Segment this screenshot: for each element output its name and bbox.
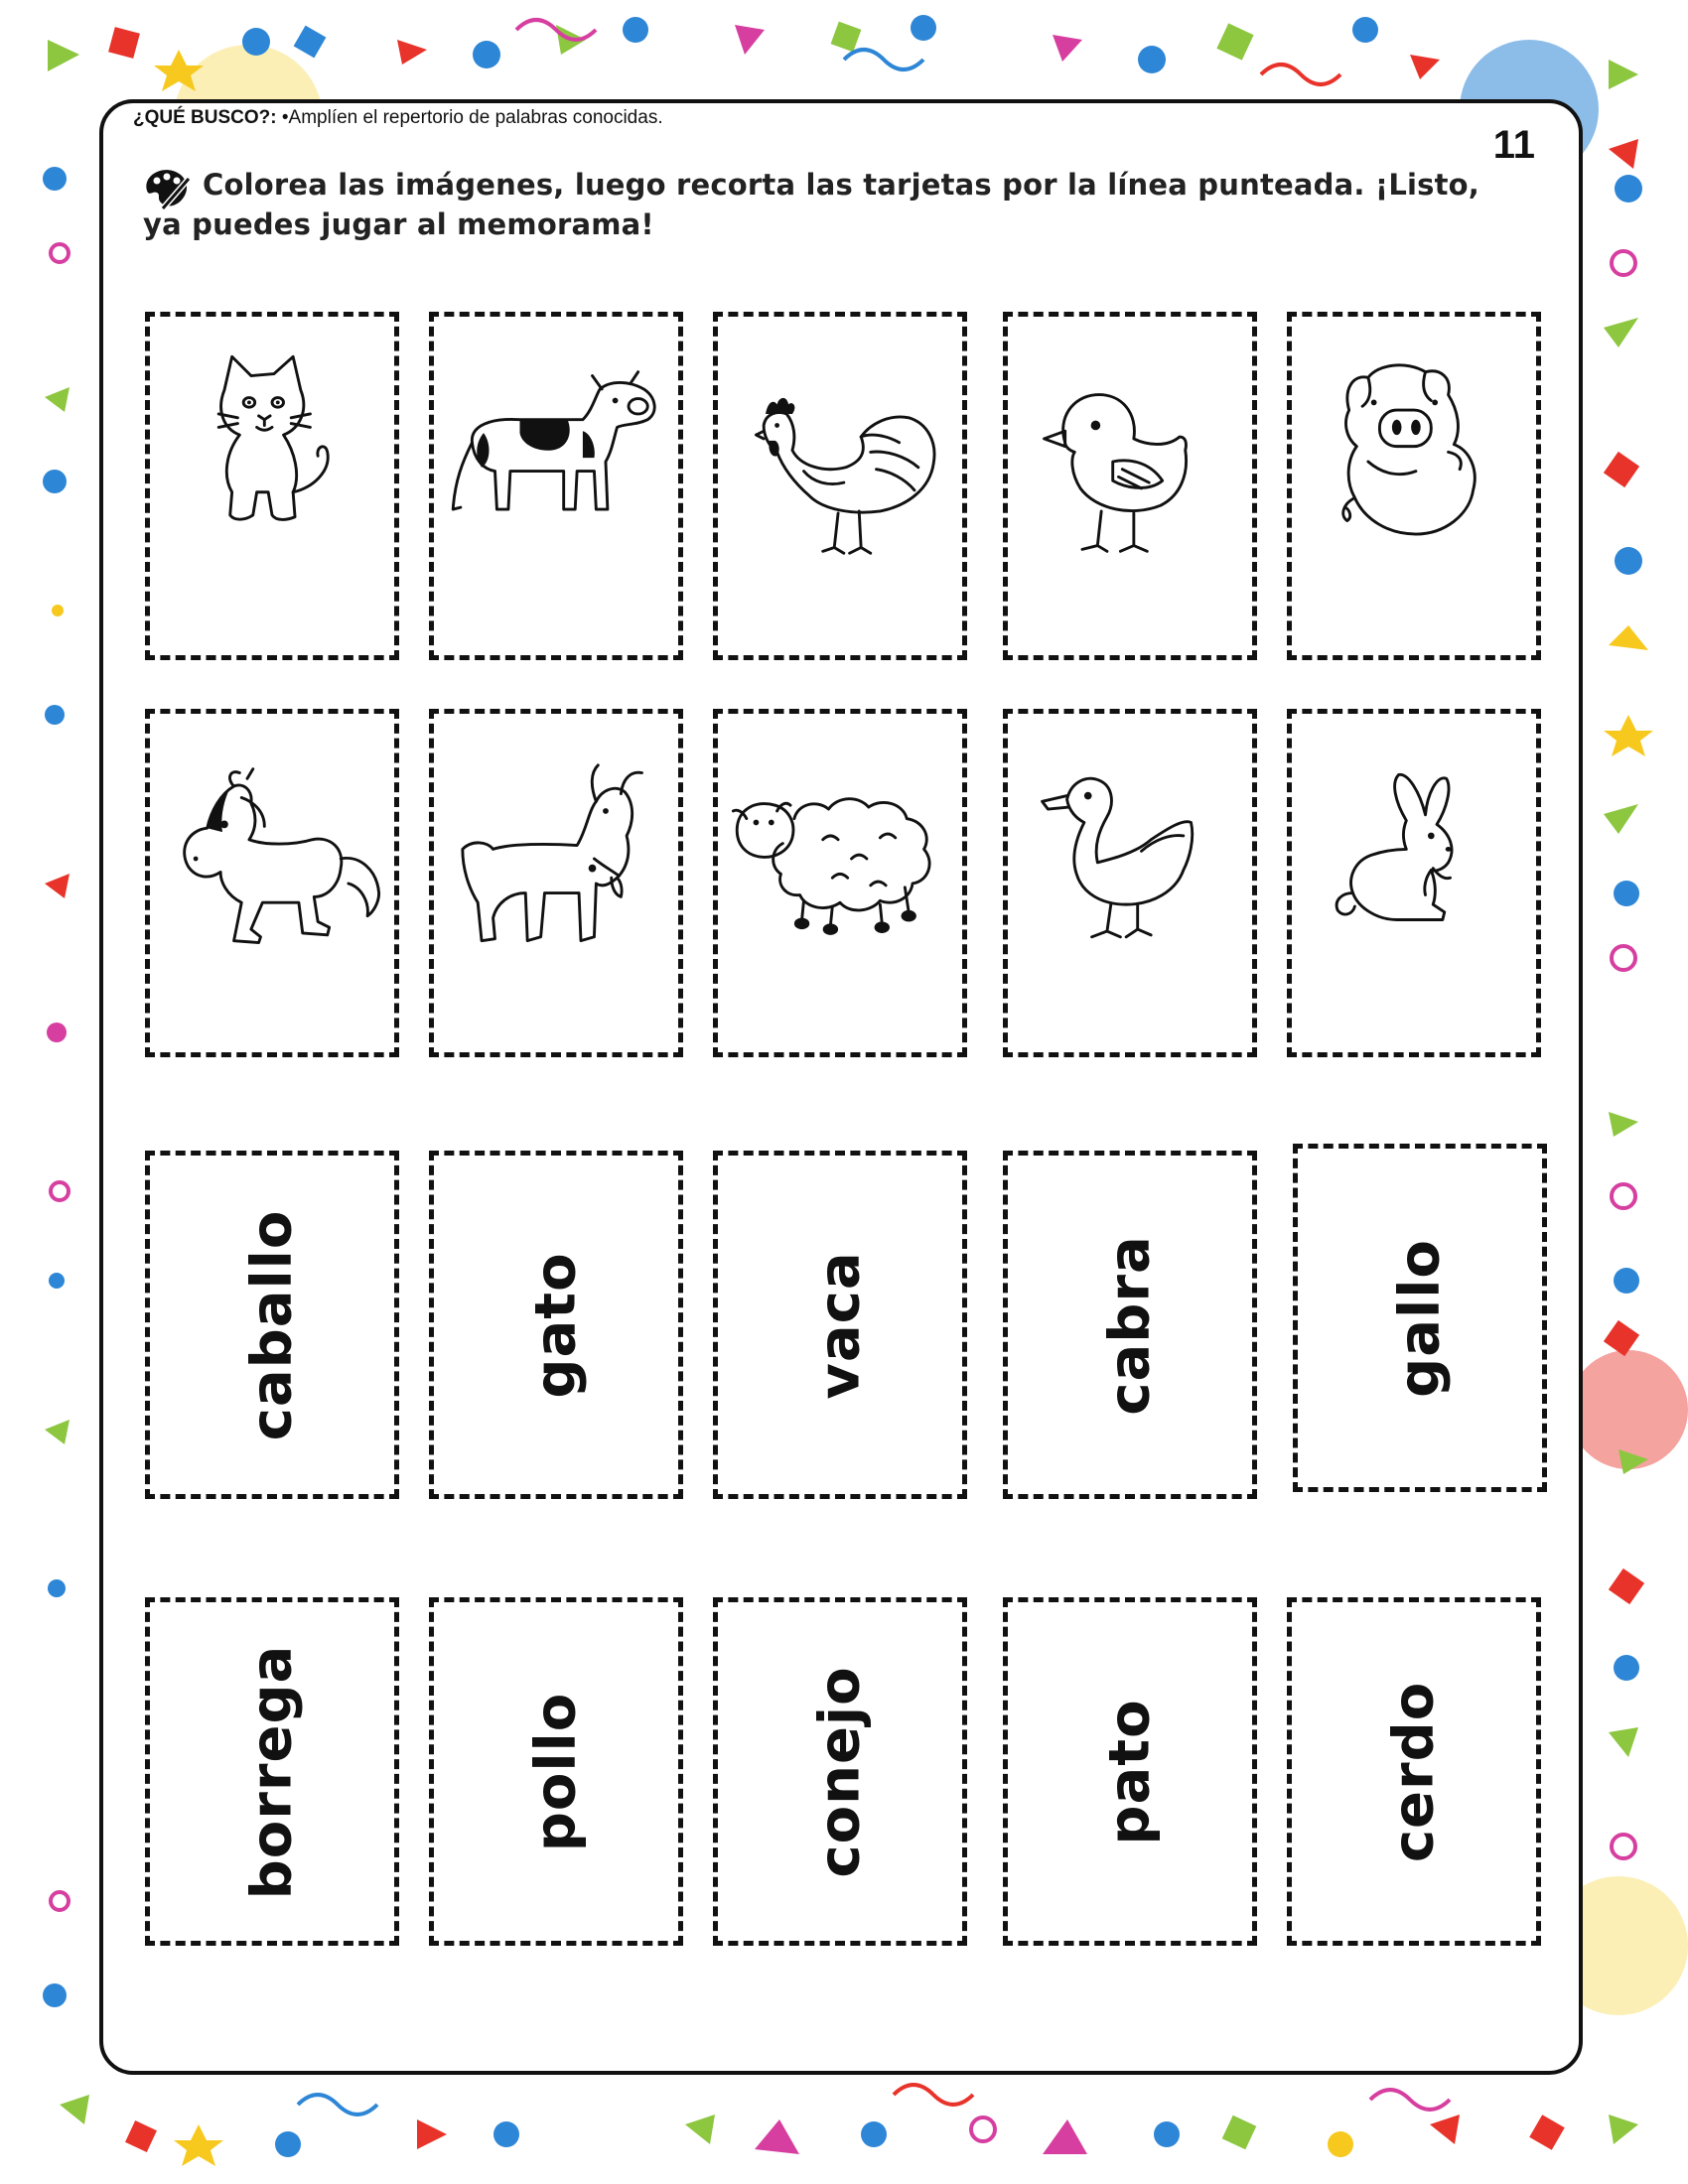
word-card-label: cabra xyxy=(1097,1234,1163,1416)
picture-card-sheep[interactable] xyxy=(713,709,967,1057)
picture-card-pig[interactable] xyxy=(1287,312,1541,660)
word-card-label: conejo xyxy=(807,1665,873,1878)
word-card-cabra[interactable] xyxy=(1003,1151,1257,1499)
word-card-label: pato xyxy=(1097,1698,1163,1845)
cow-icon xyxy=(434,317,678,655)
chick-icon xyxy=(1008,317,1252,655)
rooster-icon xyxy=(718,317,962,655)
sheep-icon xyxy=(718,714,962,1052)
goat-icon xyxy=(434,714,678,1052)
word-card-label: pollo xyxy=(523,1692,589,1851)
learning-goal-label: ¿QUÉ BUSCO?: xyxy=(133,107,277,128)
word-card-conejo[interactable] xyxy=(713,1597,967,1946)
cat-icon xyxy=(150,317,394,655)
word-card-gallo[interactable] xyxy=(1293,1144,1547,1492)
learning-goal-text: •Amplíen el repertorio de palabras conocidas. xyxy=(281,107,663,128)
word-card-cerdo[interactable] xyxy=(1287,1597,1541,1946)
pig-icon xyxy=(1292,317,1536,655)
picture-card-rabbit[interactable] xyxy=(1287,709,1541,1057)
word-card-label: vaca xyxy=(807,1250,873,1400)
word-card-label: cerdo xyxy=(1381,1681,1447,1862)
word-card-borrega[interactable] xyxy=(145,1597,399,1946)
word-card-vaca[interactable] xyxy=(713,1151,967,1499)
duck-icon xyxy=(1008,714,1252,1052)
picture-card-cow[interactable] xyxy=(429,312,683,660)
worksheet-panel xyxy=(99,99,1583,2075)
word-card-label: gato xyxy=(523,1251,589,1399)
word-card-label: gallo xyxy=(1387,1238,1453,1398)
word-card-pollo[interactable] xyxy=(429,1597,683,1946)
word-card-label: borrega xyxy=(239,1644,305,1899)
picture-card-rooster[interactable] xyxy=(713,312,967,660)
picture-card-duck[interactable] xyxy=(1003,709,1257,1057)
word-card-label: caballo xyxy=(239,1209,305,1440)
picture-card-cat[interactable] xyxy=(145,312,399,660)
page-number: 11 xyxy=(1492,123,1535,167)
horse-icon xyxy=(150,714,394,1052)
instruction-text: Colorea las imágenes, luego recorta las tarjetas por la línea punteada. ¡Listo, ya puedes jugar al memorama! xyxy=(143,168,1480,241)
word-card-pato[interactable] xyxy=(1003,1597,1257,1946)
picture-card-horse[interactable] xyxy=(145,709,399,1057)
rabbit-icon xyxy=(1292,714,1536,1052)
picture-card-chick[interactable] xyxy=(1003,312,1257,660)
word-card-gato[interactable] xyxy=(429,1151,683,1499)
learning-goal xyxy=(133,107,663,129)
picture-card-goat[interactable] xyxy=(429,709,683,1057)
word-card-caballo[interactable] xyxy=(145,1151,399,1499)
